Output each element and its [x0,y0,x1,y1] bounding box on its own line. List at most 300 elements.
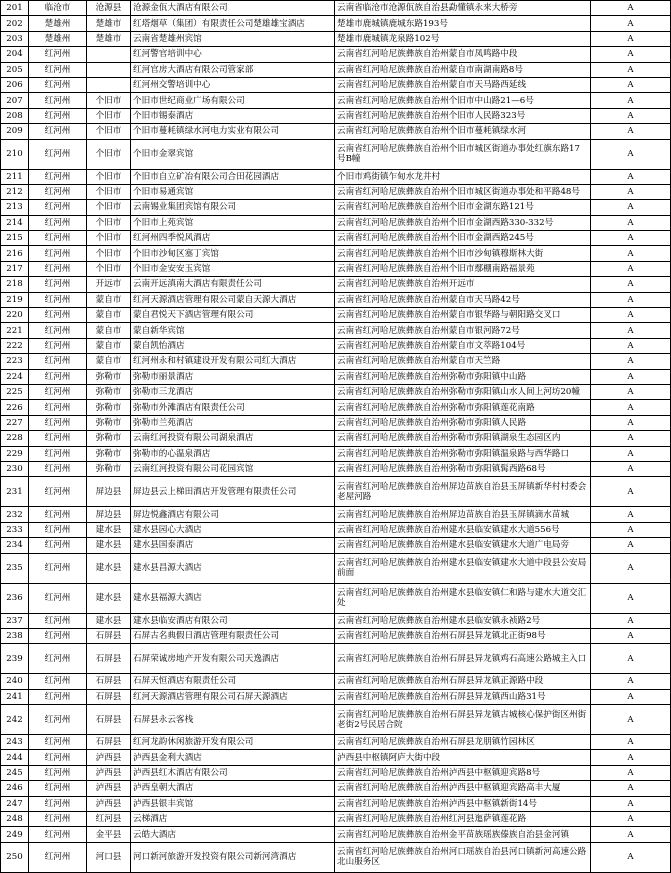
county-cell: 蒙自市 [87,338,131,353]
prefecture-cell: 红河州 [29,169,87,184]
hotel-name-cell: 蒙自君悦天下酒店管理有限公司 [131,308,335,323]
prefecture-cell: 红河州 [29,93,87,108]
table-row [1,796,671,811]
row-number: 247 [1,796,29,811]
prefecture-cell: 红河州 [29,781,87,796]
prefecture-cell: 红河州 [29,47,87,62]
hotel-name-cell: 蒙自新华宾馆 [131,323,335,338]
prefecture-cell: 红河州 [29,369,87,384]
grade-cell: A [591,308,671,323]
county-cell: 金平县 [87,827,131,842]
address-cell: 云南省红河哈尼族彝族自治州石屏县异龙镇西山路31号 [335,689,591,704]
prefecture-cell: 红河州 [29,62,87,77]
address-cell: 云南省红河哈尼族彝族自治州泸西县中枢镇新街14号 [335,796,591,811]
row-number: 217 [1,261,29,276]
address-cell: 云南省红河哈尼族彝族自治州蒙自市文萃路104号 [335,338,591,353]
grade-cell: A [591,184,671,199]
prefecture-cell: 红河州 [29,583,87,613]
row-number: 201 [1,1,29,16]
table-row [1,308,671,323]
address-cell: 云南省红河哈尼族彝族自治州弥勒市弥阳镇人民路 [335,415,591,430]
grade-cell: A [591,705,671,735]
prefecture-cell: 红河州 [29,246,87,261]
county-cell: 建水县 [87,553,131,583]
address-cell: 泸西县中枢镇阿庐大街中段 [335,750,591,765]
grade-cell: A [591,261,671,276]
county-cell: 红河县 [87,812,131,827]
hotel-name-cell: 个旧市自立矿冶有限公司合田花园酒店 [131,169,335,184]
table-row [1,522,671,537]
hotel-name-cell: 建水县国泰酒店 [131,538,335,553]
table-row [1,674,671,689]
row-number: 250 [1,842,29,872]
address-cell: 云南省红河哈尼族彝族自治州蒙自市天马路42号 [335,292,591,307]
grade-cell: A [591,674,671,689]
hotel-name-cell: 蒙自凯怡酒店 [131,338,335,353]
row-number: 214 [1,215,29,230]
county-cell: 弥勒市 [87,400,131,415]
row-number: 223 [1,354,29,369]
county-cell: 个旧市 [87,231,131,246]
county-cell: 弥勒市 [87,369,131,384]
grade-cell: A [591,750,671,765]
table-row [1,93,671,108]
prefecture-cell: 红河州 [29,108,87,123]
table-row [1,384,671,399]
address-cell: 云南省红河哈尼族彝族自治州个旧市金湖东路121号 [335,200,591,215]
county-cell: 个旧市 [87,215,131,230]
hotel-name-cell: 泸西皇朝大酒店 [131,781,335,796]
address-cell: 云南省红河哈尼族彝族自治州蒙自市银河路72号 [335,323,591,338]
table-row [1,735,671,750]
grade-cell: A [591,47,671,62]
row-number: 210 [1,139,29,169]
row-number: 204 [1,47,29,62]
prefecture-cell: 临沧市 [29,1,87,16]
table-row [1,1,671,16]
prefecture-cell: 红河州 [29,354,87,369]
row-number: 240 [1,674,29,689]
county-cell: 个旧市 [87,169,131,184]
table-row [1,246,671,261]
grade-cell: A [591,781,671,796]
row-number: 202 [1,16,29,31]
grade-cell: A [591,765,671,780]
hotel-name-cell: 个旧市上苑宾馆 [131,215,335,230]
hotel-name-cell: 沧源金佤大酒店有限公司 [131,1,335,16]
county-cell: 弥勒市 [87,446,131,461]
address-cell: 云南省红河哈尼族彝族自治州个旧市金湖西路245号 [335,231,591,246]
table-row [1,369,671,384]
hotel-name-cell: 红河龙韵休闲旅游开发有限公司 [131,735,335,750]
hotel-name-cell: 云南红河投资有限公司湖泉酒店 [131,431,335,446]
grade-cell: A [591,354,671,369]
county-cell: 个旧市 [87,200,131,215]
county-cell: 蒙自市 [87,292,131,307]
row-number: 231 [1,477,29,507]
hotel-name-cell: 云梯酒店 [131,812,335,827]
county-cell: 沧源县 [87,1,131,16]
row-number: 244 [1,750,29,765]
address-cell: 云南省红河哈尼族彝族自治州石屏县龙朋镇竹园林区 [335,735,591,750]
table-row [1,31,671,46]
prefecture-cell: 红河州 [29,628,87,643]
grade-cell: A [591,415,671,430]
address-cell: 云南省红河哈尼族彝族自治州金平苗族瑶族傣族自治县金河镇 [335,827,591,842]
table-row [1,231,671,246]
address-cell: 云南省红河哈尼族彝族自治州泸西县中枢镇迎宾路8号 [335,765,591,780]
row-number: 206 [1,77,29,92]
hotel-name-cell: 石屏荣诚房地产开发有限公司天逸酒店 [131,644,335,674]
prefecture-cell: 红河州 [29,277,87,292]
address-cell: 楚雄市鹿城镇鹿城东路193号 [335,16,591,31]
hotel-name-cell: 个旧市易通宾馆 [131,184,335,199]
table-row [1,827,671,842]
address-cell: 云南省红河哈尼族彝族自治州开远市 [335,277,591,292]
table-row [1,553,671,583]
address-cell: 楚雄市鹿城镇龙泉路102号 [335,31,591,46]
county-cell: 石屏县 [87,674,131,689]
grade-cell: A [591,477,671,507]
prefecture-cell: 红河州 [29,139,87,169]
county-cell: 蒙自市 [87,308,131,323]
row-number: 246 [1,781,29,796]
county-cell: 个旧市 [87,124,131,139]
county-cell: 个旧市 [87,108,131,123]
grade-cell: A [591,93,671,108]
table-row [1,431,671,446]
table-row [1,169,671,184]
grade-cell: A [591,77,671,92]
table-row [1,62,671,77]
row-number: 220 [1,308,29,323]
prefecture-cell: 红河州 [29,184,87,199]
table-row [1,16,671,31]
prefecture-cell: 红河州 [29,705,87,735]
county-cell: 屏边县 [87,507,131,522]
prefecture-cell: 红河州 [29,522,87,537]
grade-cell: A [591,538,671,553]
county-cell: 屏边县 [87,477,131,507]
county-cell: 个旧市 [87,184,131,199]
hotel-name-cell: 建水县福源大酒店 [131,583,335,613]
county-cell: 个旧市 [87,139,131,169]
grade-cell: A [591,215,671,230]
address-cell: 云南省红河哈尼族彝族自治州建水县临安镇建水大道广电局旁 [335,538,591,553]
prefecture-cell: 红河州 [29,644,87,674]
address-cell: 云南省红河哈尼族彝族自治州个旧市金湖西路330-332号 [335,215,591,230]
hotel-name-cell: 弥勒市外滩酒店有限责任公司 [131,400,335,415]
prefecture-cell: 红河州 [29,308,87,323]
address-cell: 云南省红河哈尼族彝族自治州蒙自市凤鸣路中段 [335,47,591,62]
grade-cell: A [591,461,671,476]
hotel-name-cell: 弥勒市丽景酒店 [131,369,335,384]
hotel-name-cell: 石屏县永云客栈 [131,705,335,735]
county-cell: 建水县 [87,613,131,628]
county-cell: 石屏县 [87,705,131,735]
address-cell: 云南省红河哈尼族彝族自治州建水县临安镇建水大道中段县公安局前面 [335,553,591,583]
hotel-name-cell: 红河天源酒店管理有限公司石屏天源酒店 [131,689,335,704]
county-cell: 石屏县 [87,644,131,674]
grade-cell: A [591,628,671,643]
address-cell: 云南省红河哈尼族彝族自治州屏边苗族自治县玉屏镇滴水苗城 [335,507,591,522]
hotel-name-cell: 红河警官培训中心 [131,47,335,62]
prefecture-cell: 红河州 [29,400,87,415]
table-row [1,108,671,123]
grade-cell: A [591,384,671,399]
address-cell: 云南省红河哈尼族彝族自治州石屏县异龙镇鸡石高速公路城主入口 [335,644,591,674]
county-cell: 建水县 [87,583,131,613]
row-number: 248 [1,812,29,827]
address-cell: 云南省红河哈尼族彝族自治州石屏县异龙镇正源路中段 [335,674,591,689]
row-number: 228 [1,431,29,446]
row-number: 245 [1,765,29,780]
table-row [1,415,671,430]
county-cell: 蒙自市 [87,323,131,338]
grade-cell: A [591,400,671,415]
hotel-name-cell: 个旧市金翠宾馆 [131,139,335,169]
row-number: 213 [1,200,29,215]
row-number: 205 [1,62,29,77]
row-number: 239 [1,644,29,674]
hotel-name-cell: 个旧市蔓耗镇绿水河电力实业有限公司 [131,124,335,139]
prefecture-cell: 红河州 [29,323,87,338]
table-row [1,750,671,765]
table-row [1,781,671,796]
grade-cell: A [591,200,671,215]
prefecture-cell: 红河州 [29,538,87,553]
table-row [1,184,671,199]
table-row [1,292,671,307]
hotel-name-cell: 个旧市沙甸区塞丁宾馆 [131,246,335,261]
row-number: 249 [1,827,29,842]
table-row [1,261,671,276]
address-cell: 云南省红河哈尼族彝族自治州泸西县中枢镇迎宾路高丰大厦 [335,781,591,796]
prefecture-cell: 红河州 [29,415,87,430]
prefecture-cell: 红河州 [29,446,87,461]
grade-cell: A [591,139,671,169]
prefecture-cell: 红河州 [29,812,87,827]
prefecture-cell: 红河州 [29,750,87,765]
county-cell [87,77,131,92]
table-row [1,842,671,872]
table-row [1,200,671,215]
row-number: 224 [1,369,29,384]
grade-cell: A [591,583,671,613]
address-cell: 云南省红河哈尼族彝族自治州弥勒市弥阳镇山水人间上河坊20幢 [335,384,591,399]
address-cell: 云南省红河哈尼族彝族自治州个旧市沙甸镇穆斯林大街 [335,246,591,261]
county-cell: 泸西县 [87,765,131,780]
address-cell: 云南省红河哈尼族彝族自治州蒙自市天马路西延线 [335,77,591,92]
address-cell: 云南省红河哈尼族彝族自治州屏边苗族自治县玉屏镇新华村村委会老屋河路 [335,477,591,507]
row-number: 209 [1,124,29,139]
table-row [1,77,671,92]
county-cell: 个旧市 [87,261,131,276]
county-cell [87,62,131,77]
row-number: 233 [1,522,29,537]
address-cell: 云南省红河哈尼族彝族自治州个旧市城区街道办事处和平路48号 [335,184,591,199]
prefecture-cell: 红河州 [29,200,87,215]
row-number: 236 [1,583,29,613]
prefecture-cell: 红河州 [29,507,87,522]
table-row [1,139,671,169]
county-cell: 建水县 [87,538,131,553]
prefecture-cell: 红河州 [29,77,87,92]
hotel-name-cell: 云皓大酒店 [131,827,335,842]
grade-cell: A [591,689,671,704]
address-cell: 云南省红河哈尼族彝族自治州河口瑶族自治县河口镇新河高速公路北山服务区 [335,842,591,872]
prefecture-cell: 红河州 [29,431,87,446]
grade-cell: A [591,507,671,522]
county-cell: 开远市 [87,277,131,292]
county-cell: 河口县 [87,842,131,872]
hotel-name-cell: 红河州四季悦风酒店 [131,231,335,246]
county-cell: 个旧市 [87,246,131,261]
hotel-name-cell: 云南开远滇南大酒店有限责任公司 [131,277,335,292]
row-number: 232 [1,507,29,522]
table-row [1,507,671,522]
prefecture-cell: 楚雄州 [29,31,87,46]
address-cell: 云南省红河哈尼族彝族自治州石屏县异龙镇古城核心保护街区州街老街2号民居合院 [335,705,591,735]
address-cell: 云南省红河哈尼族彝族自治州建水县临安镇建水大道556号 [335,522,591,537]
grade-cell: A [591,735,671,750]
county-cell: 个旧市 [87,93,131,108]
hotel-name-cell: 屏边县云上梯田酒店开发管理有限责任公司 [131,477,335,507]
row-number: 216 [1,246,29,261]
county-cell: 蒙自市 [87,354,131,369]
table-row [1,124,671,139]
table-row [1,277,671,292]
address-cell: 云南省红河哈尼族彝族自治州弥勒市弥阳镇髯西路68号 [335,461,591,476]
table-row [1,461,671,476]
row-number: 242 [1,705,29,735]
hotel-name-cell: 河口新河旅游开发投资有限公司新河湾酒店 [131,842,335,872]
table-row [1,354,671,369]
address-cell: 云南省红河哈尼族彝族自治州蒙自市南湖南路8号 [335,62,591,77]
county-cell: 弥勒市 [87,461,131,476]
hotel-name-cell: 红河天源酒店管理有限公司蒙自天源大酒店 [131,292,335,307]
table-row [1,400,671,415]
prefecture-cell: 红河州 [29,338,87,353]
grade-cell: A [591,827,671,842]
county-cell: 泸西县 [87,796,131,811]
hotel-name-cell: 屏边悦鑫酒店有限公司 [131,507,335,522]
prefecture-cell: 红河州 [29,842,87,872]
address-cell: 云南省红河哈尼族彝族自治州弥勒市弥阳镇莲花南路 [335,400,591,415]
row-number: 215 [1,231,29,246]
grade-cell: A [591,62,671,77]
row-number: 237 [1,613,29,628]
hotel-name-cell: 红塔烟草（集团）有限责任公司楚雄雄宝酒店 [131,16,335,31]
address-cell: 云南省红河哈尼族彝族自治州弥勒市弥阳镇湖泉生态园区内 [335,431,591,446]
county-cell: 石屏县 [87,735,131,750]
grade-cell: A [591,431,671,446]
prefecture-cell: 红河州 [29,827,87,842]
table-row [1,765,671,780]
row-number: 229 [1,446,29,461]
hotel-name-cell: 石屏天恒酒店有限责任公司 [131,674,335,689]
hotel-name-cell: 建水县昌源大酒店 [131,553,335,583]
county-cell: 石屏县 [87,628,131,643]
grade-cell: A [591,124,671,139]
row-number: 243 [1,735,29,750]
table-row [1,613,671,628]
table-row [1,628,671,643]
prefecture-cell: 红河州 [29,461,87,476]
prefecture-cell: 红河州 [29,735,87,750]
row-number: 241 [1,689,29,704]
table-row [1,446,671,461]
prefecture-cell: 红河州 [29,231,87,246]
hotel-name-cell: 红河官房大酒店有限公司管家部 [131,62,335,77]
hotel-name-cell: 石屏古名典假日酒店管理有限责任公司 [131,628,335,643]
table-row [1,583,671,613]
table-row [1,477,671,507]
prefecture-cell: 红河州 [29,553,87,583]
prefecture-cell: 红河州 [29,796,87,811]
grade-cell: A [591,277,671,292]
address-cell: 云南省临沧市沧源佤族自治县勐懂镇永来大桥旁 [335,1,591,16]
grade-cell: A [591,338,671,353]
row-number: 226 [1,400,29,415]
grade-cell: A [591,31,671,46]
grade-cell: A [591,169,671,184]
hotel-name-cell: 建水县临安酒店有限公司 [131,613,335,628]
row-number: 230 [1,461,29,476]
address-cell: 云南省红河哈尼族彝族自治州个旧市人民路323号 [335,108,591,123]
grade-cell: A [591,842,671,872]
row-number: 234 [1,538,29,553]
prefecture-cell: 红河州 [29,477,87,507]
prefecture-cell: 红河州 [29,765,87,780]
hotel-name-cell: 泸西县金利大酒店 [131,750,335,765]
grade-cell: A [591,108,671,123]
address-cell: 云南省红河哈尼族彝族自治州石屏县异龙镇北正街98号 [335,628,591,643]
table-row [1,644,671,674]
hotel-name-cell: 泸西县银丰宾馆 [131,796,335,811]
address-cell: 云南省红河哈尼族彝族自治州建水县临安镇永祯路2号 [335,613,591,628]
address-cell: 云南省红河哈尼族彝族自治州个旧市中山路21—6号 [335,93,591,108]
county-cell: 石屏县 [87,689,131,704]
county-cell: 弥勒市 [87,431,131,446]
grade-cell: A [591,292,671,307]
prefecture-cell: 红河州 [29,215,87,230]
row-number: 208 [1,108,29,123]
address-cell: 个旧市鸡街镇乍甸水龙井村 [335,169,591,184]
hotel-name-cell: 云南锡业集团宾馆有限公司 [131,200,335,215]
county-cell: 泸西县 [87,781,131,796]
table-row [1,689,671,704]
address-cell: 云南省红河哈尼族彝族自治州弥勒市弥阳镇温泉路与西华路口 [335,446,591,461]
table-row [1,323,671,338]
address-cell: 云南省红河哈尼族彝族自治州个旧市蔓耗镇绿水河 [335,124,591,139]
grade-cell: A [591,644,671,674]
grade-cell: A [591,1,671,16]
hotel-name-cell: 弥勒市三龙酒店 [131,384,335,399]
hotel-name-cell: 红河州交警培训中心 [131,77,335,92]
grade-cell: A [591,323,671,338]
hotel-name-cell: 弥勒市的心温泉酒店 [131,446,335,461]
prefecture-cell: 红河州 [29,384,87,399]
row-number: 238 [1,628,29,643]
address-cell: 云南省红河哈尼族彝族自治州弥勒市弥阳镇中山路 [335,369,591,384]
table-row [1,215,671,230]
grade-cell: A [591,446,671,461]
row-number: 212 [1,184,29,199]
row-number: 227 [1,415,29,430]
table-row [1,705,671,735]
table-row [1,338,671,353]
